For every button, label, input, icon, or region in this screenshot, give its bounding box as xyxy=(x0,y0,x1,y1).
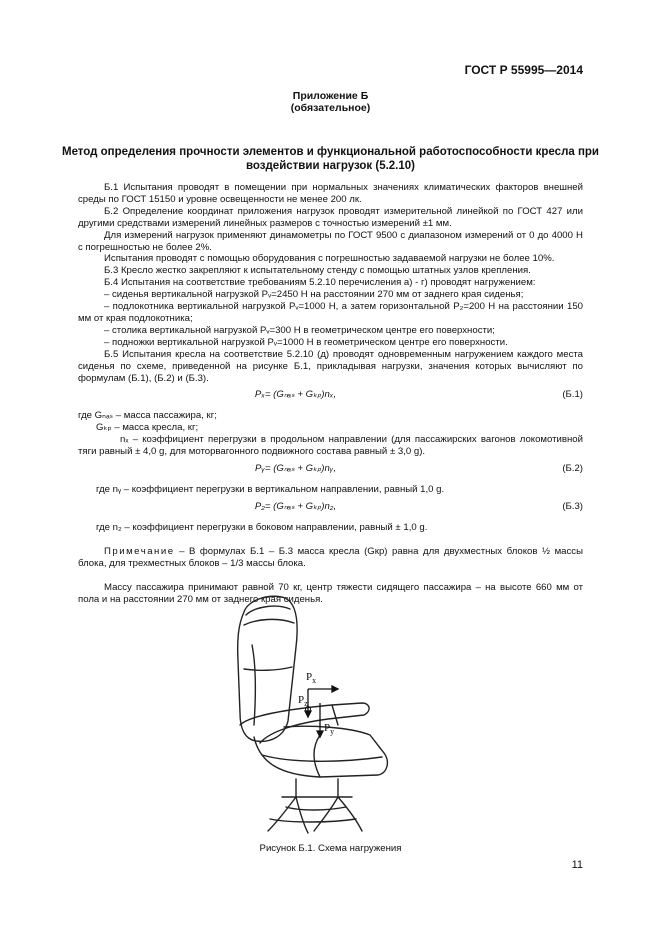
page-number: 11 xyxy=(571,859,583,871)
load-label-pz: $P_z$ xyxy=(298,694,308,708)
armrest xyxy=(240,703,369,743)
paragraph: Б.2 Определение координат приложения нагрузок проводят измерительной линейкой по ГОСТ 427 или другими средствами измерений линейных размеров с точностью измерений ±1 мм. xyxy=(78,205,583,229)
formula-b2 xyxy=(78,458,583,480)
figure-caption: Рисунок Б.1. Схема нагружения xyxy=(259,843,402,854)
definition: где n₂ – коэффициент перегрузки в боковом направлении, равный ± 1,0 g. xyxy=(96,521,428,533)
paragraph: Б.5 Испытания кресла на соответствие 5.2.10 (д) проводят одновременным нагружением каждого места сиденья по схеме, приведенной на рисунке Б.1, прикладывая нагрузки, значения которых вычисляют по формулам (Б.1), (Б.2) и (Б.3). xyxy=(78,348,583,384)
appendix-subtitle: (обязательное) xyxy=(290,102,371,114)
chair-diagram xyxy=(200,585,440,835)
formula-text: Pᵧ= (Gₙₐₛ + Gₖₚ)nᵧ, xyxy=(255,463,336,475)
list-item: – подножки вертикальной нагрузкой Pᵥ=1000 Н в геометрическом центре его поверхности. xyxy=(104,336,508,348)
definition: nₓ – коэффициент перегрузки в продольном направлении (для пассажирских вагонов локомотивной тяги равный ± 4,0 g, для моторвагонного подвижного состава равный ± 3,0 g). xyxy=(78,434,583,458)
headrest xyxy=(246,606,290,615)
list-item: – подлокотника вертикальной нагрузкой Pᵥ=1000 Н, а затем горизонтальной P₂=200 Н на расстоянии 150 мм от края подлокотника; xyxy=(78,301,583,324)
formula-text: Pₓ= (Gₙₐₛ + Gₖₚ)nₓ, xyxy=(254,389,337,401)
load-label-px: $P_x$ xyxy=(306,671,317,685)
standard-number: ГОСТ Р 55995—2014 xyxy=(464,63,583,77)
list-item: – сиденья вертикальной нагрузкой Pᵥ=2450 Н на расстоянии 270 мм от заднего края сиденья; xyxy=(104,289,524,301)
definition: где nᵧ – коэффициент перегрузки в вертикальном направлении, равный 1,0 g. xyxy=(96,484,445,496)
paragraph: Б.4 Испытания на соответствие требованиям 5.2.10 перечисления а) - г) проводят нагружением: xyxy=(104,277,536,289)
formula-number: (Б.2) xyxy=(562,463,583,475)
section-heading: Метод определения прочности элементов и функциональной работоспособности кресла при воздействии нагрузок (5.2.10) xyxy=(61,146,600,172)
paragraph: Испытания проводят с помощью оборудования с погрешностью задаваемой нагрузки не более 10%. xyxy=(104,253,555,265)
list-item: – столика вертикальной нагрузкой Pᵥ=300 Н в геометрическом центре его поверхности; xyxy=(104,324,495,336)
definition: где Gₙₐₛ – масса пассажира, кг; xyxy=(78,410,217,422)
definition: Gₖₚ – масса кресла, кг; xyxy=(96,422,199,434)
formula-number: (Б.3) xyxy=(562,500,583,512)
note-text: – В формулах Б.1 – Б.3 масса кресла (Gкр) равна для двухместных блоков ½ массы блока, для трехместных блоков – 1/3 массы блока. xyxy=(78,545,583,569)
formula-number: (Б.1) xyxy=(562,389,583,401)
paragraph: Б.3 Кресло жестко закрепляют к испытательному стенду с помощью штатных узлов крепления. xyxy=(104,265,531,277)
note-label: Примечание xyxy=(104,545,175,557)
chair-loading-diagram xyxy=(200,585,440,835)
formula-b3 xyxy=(78,496,583,518)
chair-base xyxy=(296,779,338,797)
load-label-py: $P_y$ xyxy=(324,722,335,736)
paragraph: Б.1 Испытания проводят в помещении при нормальных значениях климатических факторов внешней среды по ГОСТ 15150 и уровне освещенности не менее 200 лк. xyxy=(78,182,583,205)
paragraph: Массу пассажира принимают равной 70 кг, центр тяжести сидящего пассажира – на высоте 660 мм от пола и на расстоянии 270 мм от заднего края сиденья. xyxy=(78,581,583,605)
note xyxy=(78,546,583,570)
paragraph: Для измерений нагрузок применяют динамометры по ГОСТ 9500 с диапазоном измерений от 0 до 4000 Н с погрешностью не более 2%. xyxy=(78,229,583,253)
formula-b1 xyxy=(78,384,583,406)
appendix-title: Приложение Б xyxy=(292,90,369,102)
formula-text: P₂= (Gₙₐₛ + Gₖₚ)n₂, xyxy=(254,500,337,512)
body-text xyxy=(78,182,583,605)
